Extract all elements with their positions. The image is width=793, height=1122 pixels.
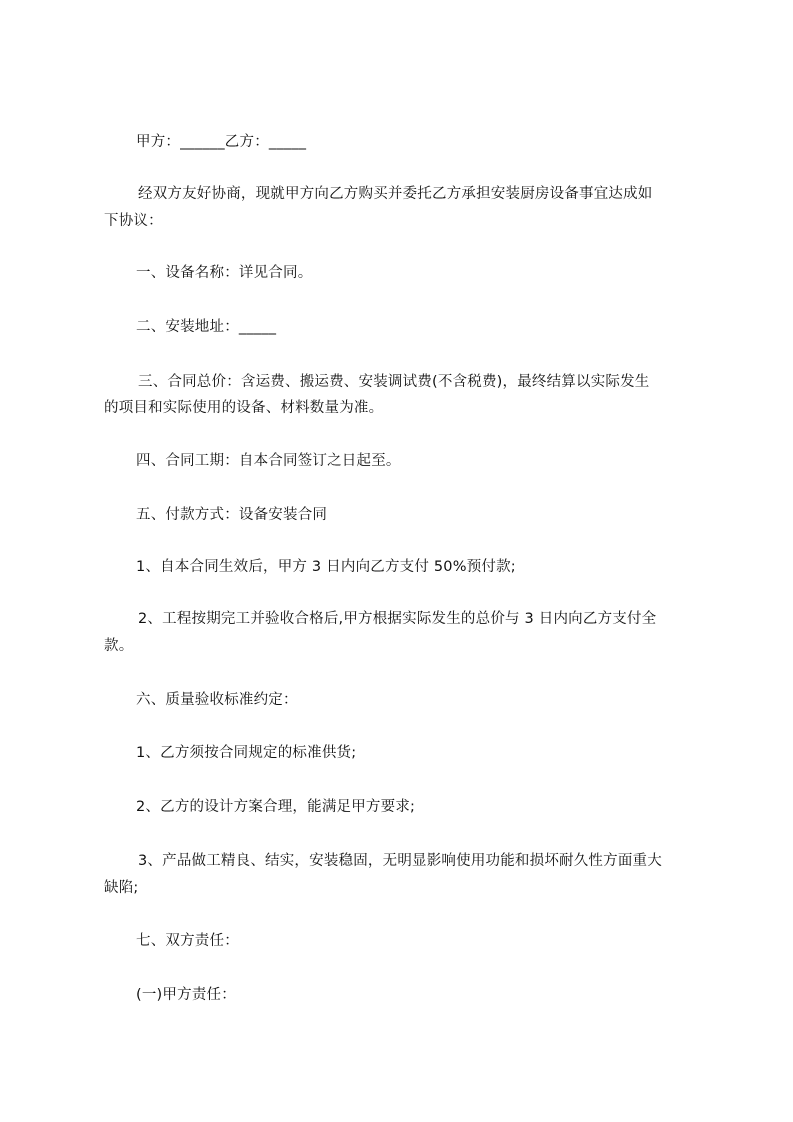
quality-term-1: 1、乙方须按合同规定的标准供货; (136, 745, 357, 761)
payment-term-1: 1、自本合同生效后，甲方 3 日内向乙方支付 50%预付款; (136, 559, 516, 575)
clause-contract-period: 四、合同工期：自本合同签订之日起至。 (136, 453, 401, 469)
clause-contract-price-line-1: 三、合同总价：含运费、搬运费、安装调试费(不含税费)，最终结算以实际发生 (138, 374, 650, 390)
parties-line: 甲方：______乙方：_____ (136, 134, 307, 150)
clause-payment-method: 五、付款方式：设备安装合同 (136, 507, 328, 523)
quality-term-3-line-2: 缺陷; (104, 880, 139, 896)
clause-install-address: 二、安装地址：_____ (136, 319, 277, 335)
clause-contract-price-line-2: 的项目和实际使用的设备、材料数量为准。 (104, 400, 384, 416)
party-a-responsibility-heading: (一)甲方责任： (136, 987, 236, 1003)
clause-responsibilities: 七、双方责任： (136, 933, 239, 949)
payment-term-2-line-2: 款。 (104, 638, 134, 654)
payment-term-2-line-1: 2、工程按期完工并验收合格后,甲方根据实际发生的总价与 3 日内向乙方支付全 (138, 611, 657, 627)
intro-paragraph-line-2: 下协议： (104, 213, 163, 229)
quality-term-3-line-1: 3、产品做工精良、结实，安装稳固，无明显影响使用功能和损坏耐久性方面重大 (138, 853, 662, 869)
quality-term-2: 2、乙方的设计方案合理，能满足甲方要求; (136, 799, 416, 815)
clause-quality-standard: 六、质量验收标准约定： (136, 692, 298, 708)
clause-equipment-name: 一、设备名称：详见合同。 (136, 265, 313, 281)
intro-paragraph-line-1: 经双方友好协商，现就甲方向乙方购买并委托乙方承担安装厨房设备事宜达成如 (138, 186, 653, 202)
